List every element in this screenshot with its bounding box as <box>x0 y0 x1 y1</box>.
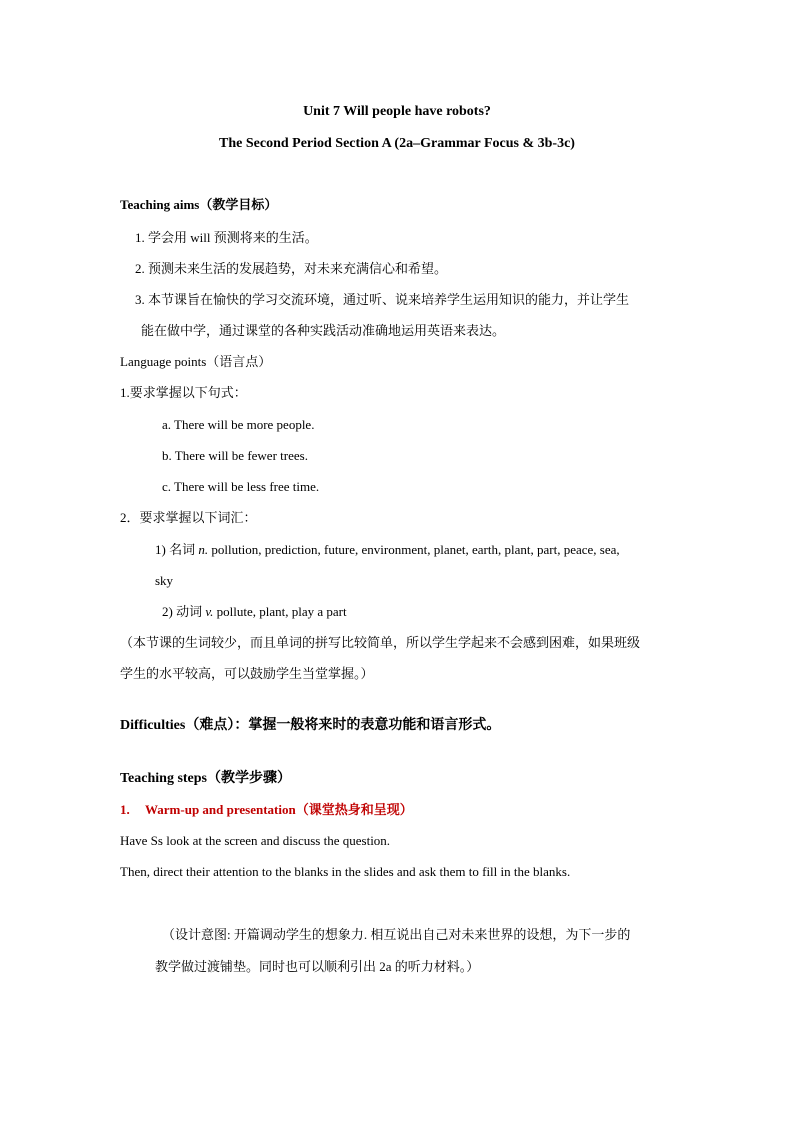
step-1-number: 1. <box>120 802 130 817</box>
sentence-pattern-c: c. There will be less free time. <box>162 479 320 494</box>
page-title: Unit 7 Will people have robots? <box>303 104 491 119</box>
teaching-steps-heading: Teaching steps（教学步骤） <box>120 771 292 786</box>
verbs-prefix: 2) 动词 <box>162 604 206 619</box>
nouns-words: pollution, prediction, future, environment, planet, earth, plant, part, peace, sea, <box>208 542 620 557</box>
language-points-heading: Language points（语言点） <box>120 354 272 369</box>
verbs-words: pollute, plant, play a part <box>213 604 347 619</box>
vocab-note-line-1: （本节课的生词较少，而且单词的拼写比较简单，所以学生学起来不会感到困难，如果班级 <box>120 635 641 650</box>
aim-item-1: 1. 学会用 will 预测将来的生活。 <box>135 230 318 245</box>
sentence-pattern-b: b. There will be fewer trees. <box>162 448 308 463</box>
vocabulary-heading: 2．要求掌握以下词汇： <box>120 510 257 525</box>
nouns-prefix: 1) 名词 <box>155 542 199 557</box>
aim-item-3: 3. 本节课旨在愉快的学习交流环境，通过听、说来培养学生运用知识的能力，并让学生 <box>135 292 630 307</box>
difficulties-text: Difficulties（难点）：掌握一般将来时的表意功能和语言形式。 <box>120 718 501 733</box>
sentence-patterns-heading: 1.要求掌握以下句式： <box>120 385 247 400</box>
verbs-line <box>162 603 347 621</box>
step-1-title: Warm-up and presentation（课堂热身和呈现） <box>145 802 413 817</box>
nouns-line <box>155 541 620 559</box>
sentence-pattern-a: a. There will be more people. <box>162 417 315 432</box>
design-intent-line-1: （设计意图: 开篇调动学生的想象力. 相互说出自己对未来世界的设想，为下一步的 <box>162 927 631 942</box>
verbs-pos: v. <box>205 604 214 619</box>
page-subtitle: The Second Period Section A (2a–Grammar Focus & 3b-3c) <box>219 136 575 151</box>
step-1-instruction-2: Then, direct their attention to the blanks in the slides and ask them to fill in the blanks. <box>120 864 571 879</box>
vocab-note-line-2: 学生的水平较高，可以鼓励学生当堂掌握。） <box>120 666 374 681</box>
teaching-aims-heading: Teaching aims（教学目标） <box>120 197 278 212</box>
aim-item-3-continued: 能在做中学，通过课堂的各种实践活动准确地运用英语来表达。 <box>141 323 506 338</box>
step-1-instruction-1: Have Ss look at the screen and discuss the question. <box>120 833 391 848</box>
design-intent-line-2: 教学做过渡铺垫。同时也可以顺利引出 2a 的听力材料。） <box>155 959 480 974</box>
aim-item-2: 2. 预测未来生活的发展趋势，对未来充满信心和希望。 <box>135 261 448 276</box>
nouns-pos: n. <box>198 542 209 557</box>
nouns-line-continued: sky <box>155 573 174 588</box>
